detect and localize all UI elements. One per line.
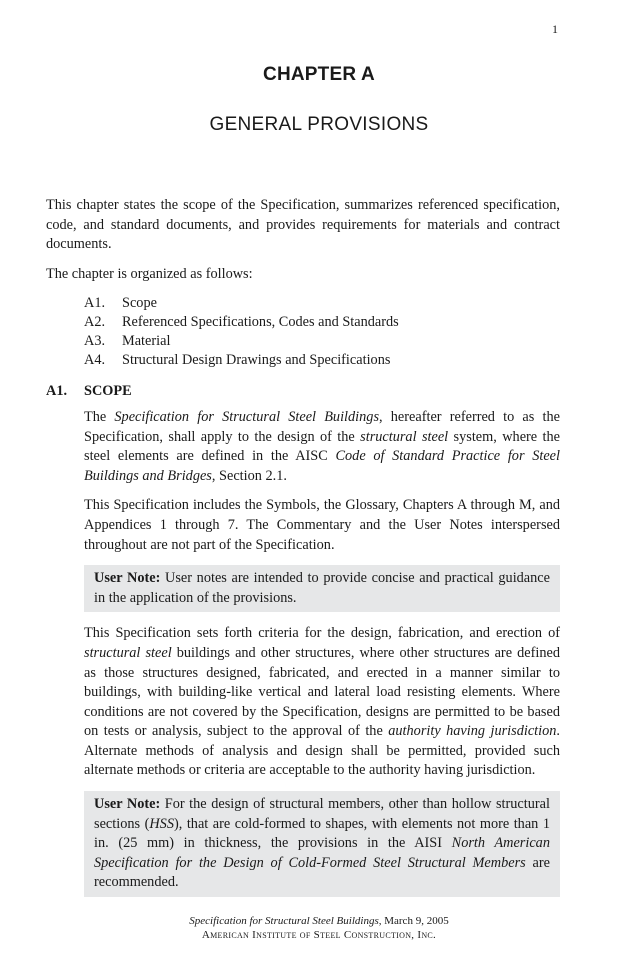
list-item-number: A1. xyxy=(84,295,106,312)
user-note: User Note: For the design of structural members, other than hollow structural sections (HSS), that are cold-formed to shapes, with elements not more than 1 in. (25 mm) in thickness, the provisions in the AISI North American Specification for the Design of Cold-Formed Steel Structural Members are recommended. xyxy=(84,791,560,897)
section-content xyxy=(84,408,560,897)
user-note-text: User notes are intended to provide concise and practical guidance in the application of the provisions. xyxy=(94,570,550,606)
list-item-number: A2. xyxy=(84,314,106,331)
list-item xyxy=(84,332,560,351)
list-item-number: A3. xyxy=(84,333,106,350)
chapter-contents-list xyxy=(84,294,560,370)
user-note xyxy=(84,565,560,612)
page-body xyxy=(46,196,560,909)
list-item xyxy=(84,294,560,313)
scope-paragraph-2: This Specification includes the Symbols, the Glossary, Chapters A through M, and Appendices 1 through 7. The Commentary and the User Notes interspersed throughout are not part of the Specification. xyxy=(84,497,560,553)
section-number: A1. xyxy=(46,383,68,400)
chapter-subtitle: GENERAL PROVISIONS xyxy=(209,114,429,135)
intro-paragraph: This chapter states the scope of the Specification, summarizes referenced specification, code, and standard documents, and provides requirements for materials and contract documents. xyxy=(46,197,560,253)
list-item xyxy=(84,313,560,332)
scope-paragraph-1: The Specification for Structural Steel Buildings, hereafter referred to as the Specification, shall apply to the design of the structural steel system, where the steel elements are defined in the AISC Code of Standard Practice for Steel Buildings and Bridges, Section 2.1. xyxy=(84,408,560,484)
user-note-label: User Note: xyxy=(94,570,161,587)
chapter-title: CHAPTER A xyxy=(263,64,375,85)
footer-date: March 9, 2005 xyxy=(381,915,449,927)
footer-title: Specification for Structural Steel Buildings, xyxy=(189,915,382,927)
footer-publisher: American Institute of Steel Construction, Inc. xyxy=(201,929,437,941)
page-number: 1 xyxy=(552,22,558,36)
page-footer xyxy=(0,914,638,942)
list-item xyxy=(84,351,560,370)
list-item-label: Scope xyxy=(122,295,157,312)
section-title: SCOPE xyxy=(84,383,132,400)
organization-intro: The chapter is organized as follows: xyxy=(46,265,253,282)
list-item-number: A4. xyxy=(84,352,106,369)
section-heading xyxy=(46,382,560,402)
user-note-label: User Note: xyxy=(94,796,161,813)
scope-paragraph-3: This Specification sets forth criteria for the design, fabrication, and erection of structural steel buildings and other structures, where other structures are defined as those structures designed, fabricated, and erected in a manner similar to buildings, with building-like vertical and lateral load resisting elements. Where conditions are not covered by the Specification, designs are permitted to be based on tests or analysis, subject to the approval of the authority having jurisdiction. Alternate methods of analysis and design shall be permitted, provided such alternate methods or criteria are acceptable to the authority having jurisdiction. xyxy=(84,625,560,779)
list-item-label: Material xyxy=(122,333,171,350)
list-item-label: Referenced Specifications, Codes and Standards xyxy=(122,314,399,331)
list-item-label: Structural Design Drawings and Specifications xyxy=(122,352,391,369)
